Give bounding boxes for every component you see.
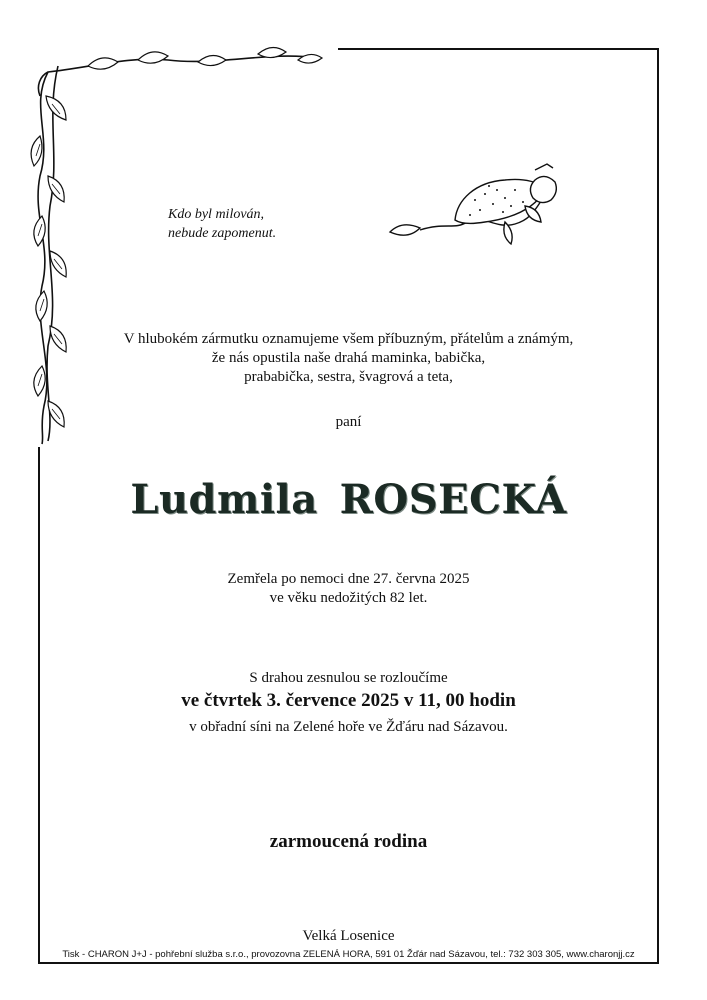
announcement-line: V hlubokém zármutku oznamujeme všem příbuzným, přátelům a známým,	[123, 331, 574, 347]
place: Velká Losenice	[302, 928, 395, 944]
frame-bottom-border	[38, 962, 659, 964]
death-info-line: ve věku nedožitých 82 let.	[269, 590, 428, 606]
rose-flower-ornament	[385, 160, 560, 260]
announcement-line: že nás opustila naše drahá maminka, babička,	[211, 350, 486, 366]
motto-line: nebude zapomenut.	[168, 226, 277, 241]
farewell-location: v obřadní síni na Zelené hoře ve Žďáru nad Sázavou.	[189, 719, 508, 735]
motto	[168, 205, 276, 243]
farewell-datetime: ve čtvrtek 3. července 2025 v 11, 00 hodin	[181, 690, 516, 711]
motto-line: Kdo byl milován,	[168, 207, 265, 222]
deceased-name	[40, 476, 657, 523]
farewell-intro: S drahou zesnulou se rozloučíme	[249, 670, 448, 686]
frame-top-border	[338, 48, 658, 50]
printer-credit: Tisk - CHARON J+J - pohřební služba s.r.o., provozovna ZELENÁ HORA, 591 01 Žďár nad Sázavou, tel.: 732 303 305, www.charonjj.cz	[62, 949, 635, 960]
frame-right-border	[657, 48, 659, 962]
deceased-last-name: ROSECKÁ	[339, 476, 567, 523]
announcement	[40, 330, 657, 387]
announcement-line: prababička, sestra, švagrová a teta,	[244, 369, 453, 385]
death-info	[40, 570, 657, 608]
deceased-first-name: Ludmila	[130, 476, 318, 523]
death-info-line: Zemřela po nemoci dne 27. června 2025	[227, 571, 470, 587]
signature: zarmoucená rodina	[269, 831, 428, 852]
salutation: paní	[335, 414, 362, 430]
